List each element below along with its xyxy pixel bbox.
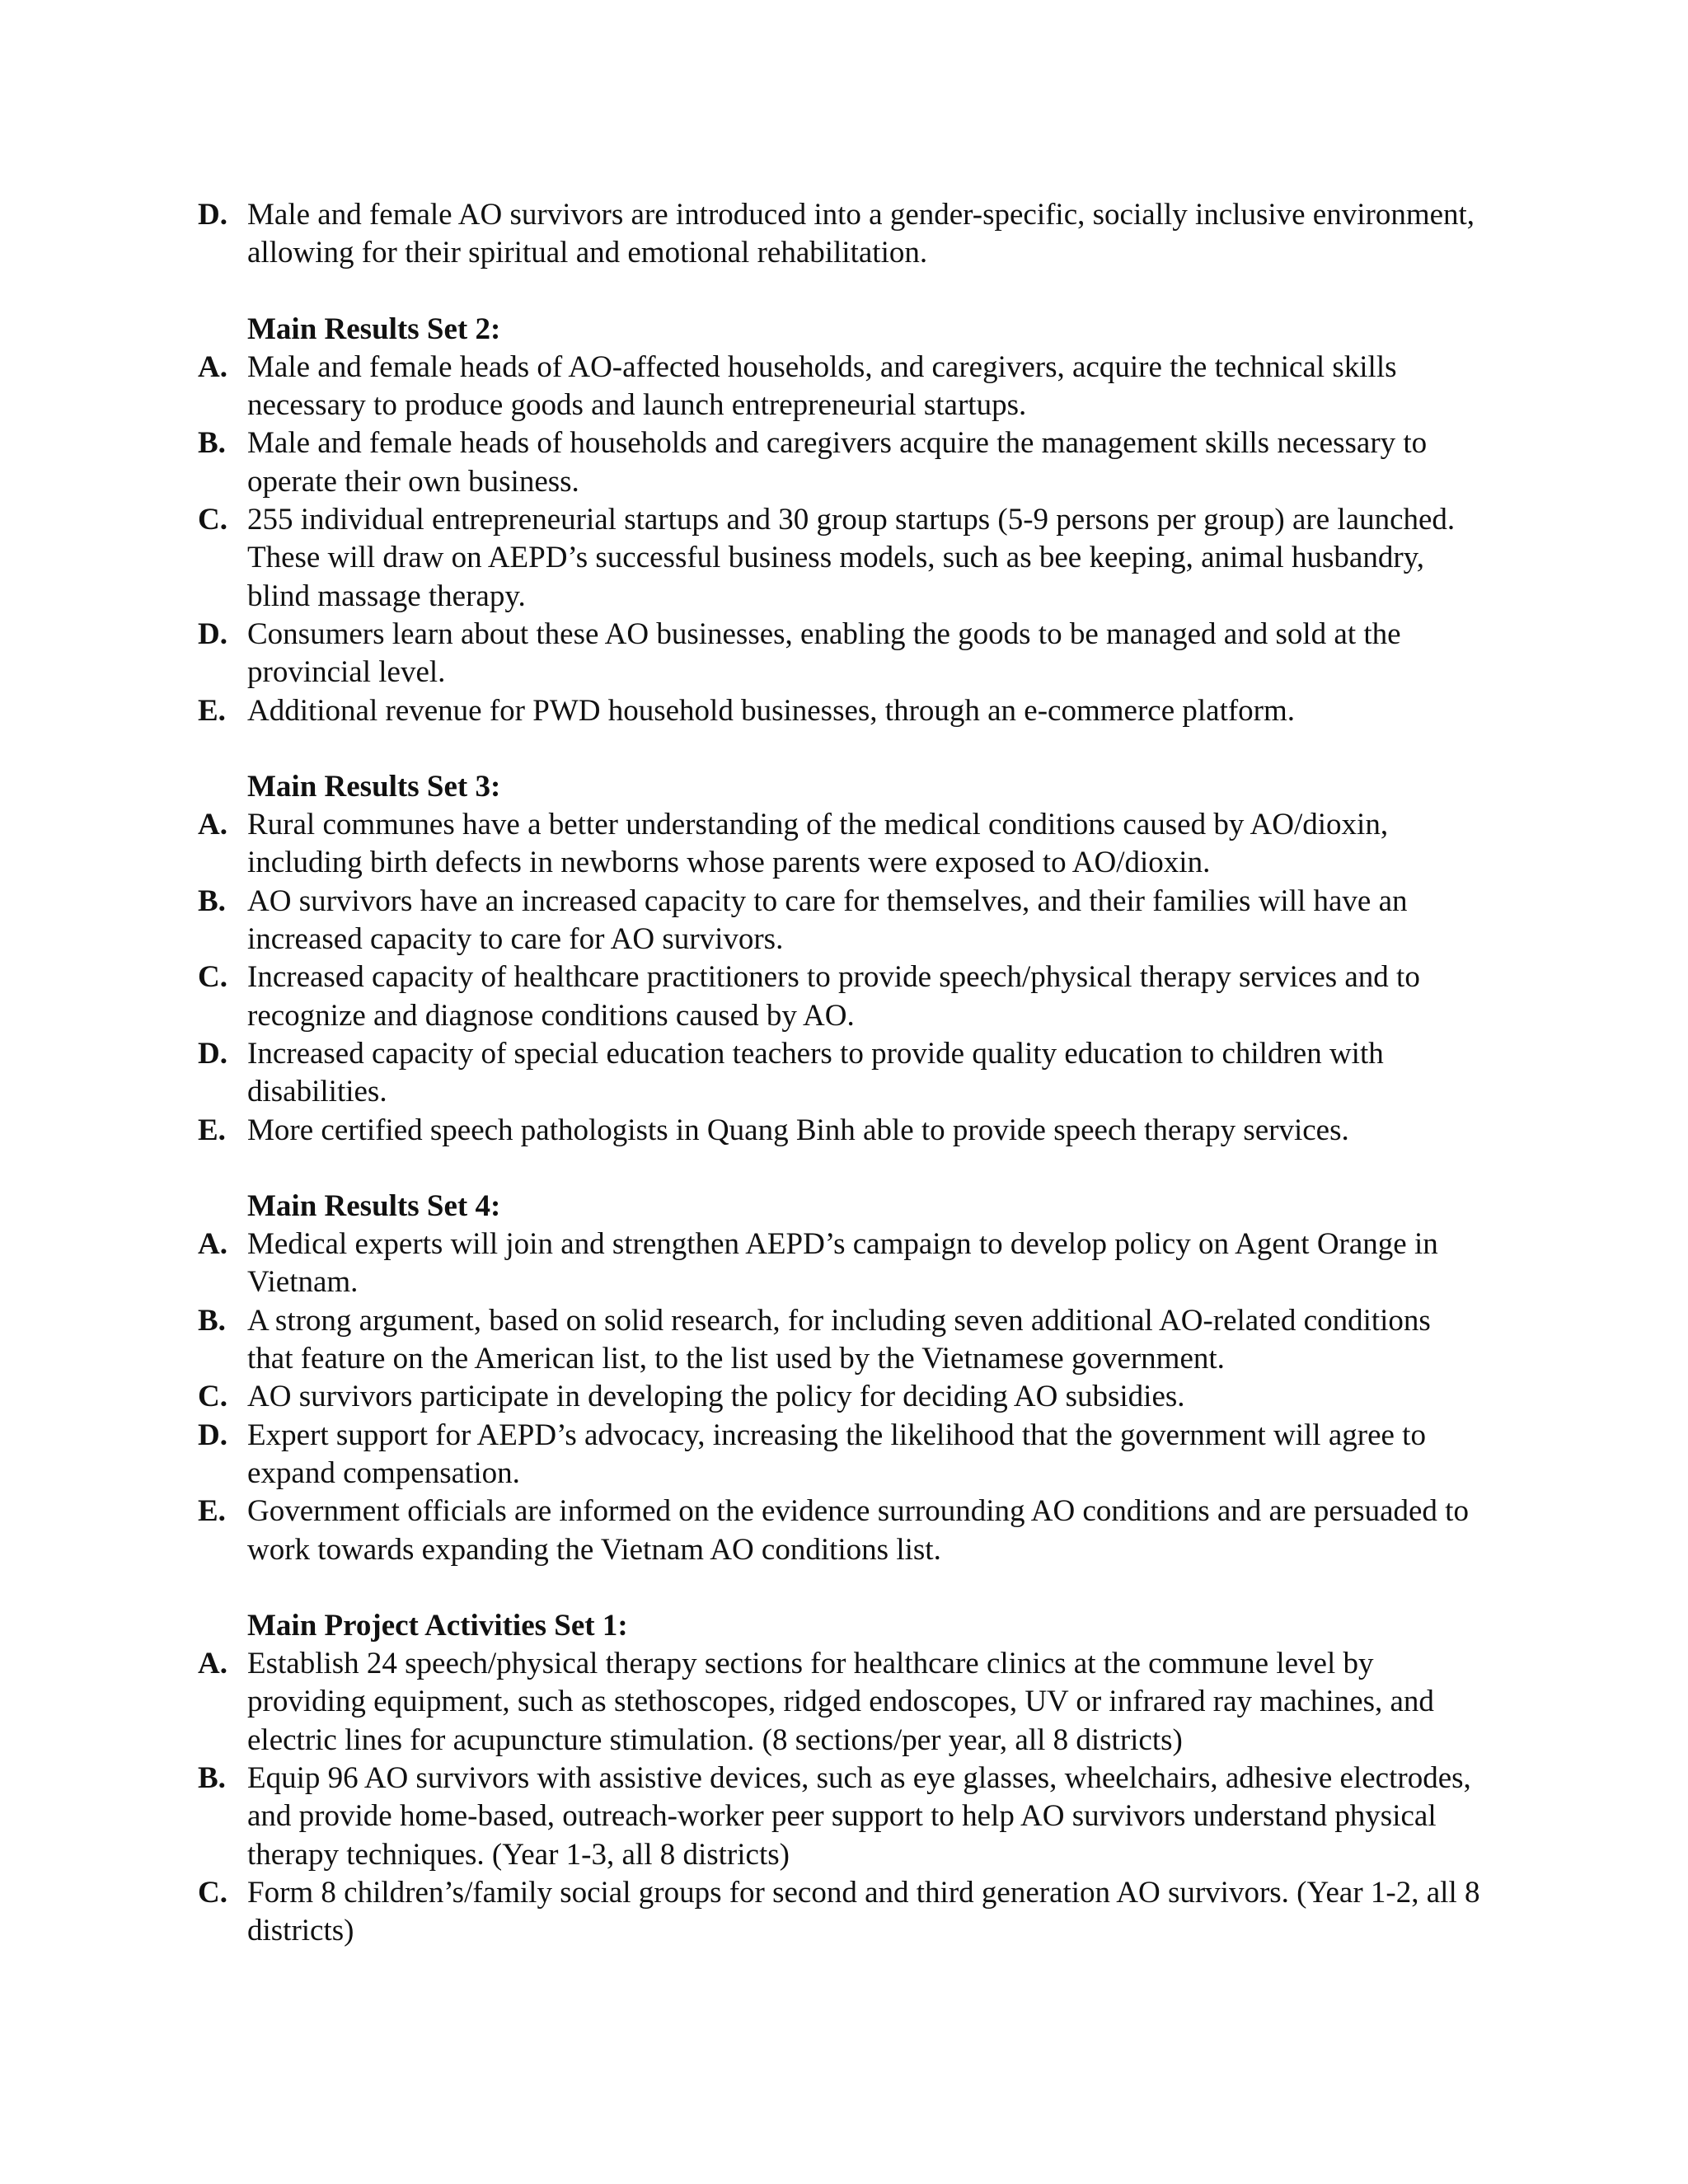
list-item	[198, 958, 1484, 1035]
item-letter: D.	[198, 198, 227, 232]
list-item	[198, 1645, 1484, 1760]
list-item	[198, 806, 1484, 883]
item-text: Increased capacity of special education teachers to provide quality education to children with disabilities.	[247, 1036, 1384, 1109]
section-heading: Main Results Set 3:	[247, 769, 501, 804]
item-text: Form 8 children’s/family social groups for second and third generation AO survivors. (Year 1-2, all 8 districts)	[247, 1875, 1480, 1948]
item-letter: A.	[198, 808, 227, 842]
item-letter: E.	[198, 1494, 226, 1529]
item-letter: A.	[198, 1227, 227, 1262]
list-item	[198, 1035, 1484, 1112]
list-item	[198, 616, 1484, 692]
item-text: Male and female AO survivors are introduced into a gender-specific, socially inclusive environment, allowing for their spiritual and emotional rehabilitation.	[247, 198, 1475, 270]
item-letter: D.	[198, 1036, 227, 1071]
item-letter: C.	[198, 503, 227, 537]
section-heading: Main Results Set 4:	[247, 1188, 501, 1223]
section-results-set-3	[198, 768, 1484, 1150]
item-letter: A.	[198, 1647, 227, 1681]
document-body	[198, 196, 1484, 1950]
item-text: More certified speech pathologists in Quang Binh able to provide speech therapy services.	[247, 1113, 1349, 1147]
section-results-set-4	[198, 1188, 1484, 1569]
list-item	[198, 692, 1484, 730]
section-activities-set-1	[198, 1607, 1484, 1951]
item-letter: E.	[198, 693, 226, 728]
item-text: AO survivors participate in developing the policy for deciding AO subsidies.	[247, 1380, 1185, 1414]
item-letter: E.	[198, 1113, 226, 1147]
item-letter: D.	[198, 1418, 227, 1452]
list-item	[198, 1874, 1484, 1951]
item-text: Rural communes have a better understanding of the medical conditions caused by AO/dioxin, including birth defects in newborns whose parents were exposed to AO/dioxin.	[247, 808, 1389, 880]
list-item	[198, 1760, 1484, 1874]
list-item	[198, 1493, 1484, 1569]
section-heading: Main Project Activities Set 1:	[247, 1608, 628, 1643]
list-item	[198, 424, 1484, 501]
item-letter: C.	[198, 1380, 227, 1414]
list-item	[198, 349, 1484, 425]
item-text: Additional revenue for PWD household businesses, through an e-commerce platform.	[247, 693, 1296, 728]
item-letter: B.	[198, 883, 226, 918]
item-text: Expert support for AEPD’s advocacy, increasing the likelihood that the government will agree to expand compensation.	[247, 1418, 1426, 1490]
item-letter: B.	[198, 426, 226, 461]
list-item	[198, 1112, 1484, 1150]
item-text: A strong argument, based on solid research, for including seven additional AO-related conditions that feature on the American list, to the list used by the Vietnamese government.	[247, 1303, 1431, 1376]
item-text: Medical experts will join and strengthen AEPD’s campaign to develop policy on Agent Orange in Vietnam.	[247, 1227, 1438, 1300]
item-text: Increased capacity of healthcare practitioners to provide speech/physical therapy services and to recognize and diagnose conditions caused by AO.	[247, 960, 1420, 1033]
item-text: AO survivors have an increased capacity to care for themselves, and their families will have an increased capacity to care for AO survivors.	[247, 883, 1408, 957]
list-item	[198, 1302, 1484, 1379]
list-item	[198, 501, 1484, 616]
item-letter: D.	[198, 616, 227, 651]
item-letter: B.	[198, 1303, 226, 1338]
item-text: Consumers learn about these AO businesses, enabling the goods to be managed and sold at the provincial level.	[247, 616, 1401, 690]
item-letter: A.	[198, 349, 227, 384]
item-text: Government officials are informed on the evidence surrounding AO conditions and are persuaded to work towards expanding the Vietnam AO conditions list.	[247, 1494, 1469, 1567]
item-text: Male and female heads of AO-affected households, and caregivers, acquire the technical skills necessary to produce goods and launch entrepreneurial startups.	[247, 349, 1397, 423]
item-text: Establish 24 speech/physical therapy sections for healthcare clinics at the commune level by providing equipment, such as stethoscopes, ridged endoscopes, UV or infrared ray machines, and electric lines for acupuncture stimulation. (8 sections/per year, all 8 districts)	[247, 1647, 1434, 1757]
item-letter: C.	[198, 1875, 227, 1910]
item-text: Equip 96 AO survivors with assistive devices, such as eye glasses, wheelchairs, adhesive electrodes, and provide home-based, outreach-worker peer support to help AO survivors understand physical therapy techniques. (Year 1-3, all 8 districts)	[247, 1760, 1471, 1872]
item-letter: C.	[198, 960, 227, 995]
list-item	[198, 1417, 1484, 1493]
item-letter: B.	[198, 1760, 226, 1795]
item-text: 255 individual entrepreneurial startups and 30 group startups (5-9 persons per group) are launched. These will draw on AEPD’s successful business models, such as bee keeping, animal husbandry, blind massage therapy.	[247, 503, 1456, 613]
item-text: Male and female heads of households and caregivers acquire the management skills necessary to operate their own business.	[247, 426, 1428, 499]
list-item	[198, 1378, 1484, 1416]
section-results-set-2	[198, 311, 1484, 730]
list-item	[198, 1226, 1484, 1302]
section-heading: Main Results Set 2:	[247, 312, 501, 346]
list-item	[198, 883, 1484, 959]
list-item	[198, 196, 1484, 273]
